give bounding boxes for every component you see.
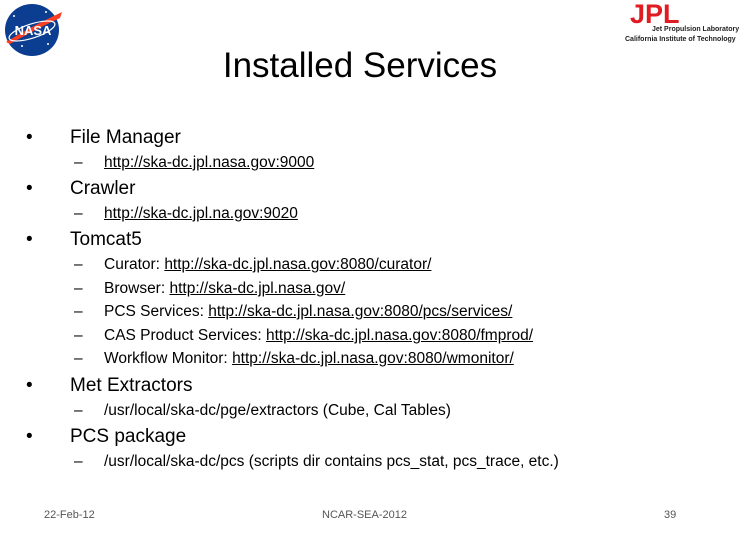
bullet-pcs-package [26, 426, 186, 448]
footer-event: NCAR-SEA-2012 [322, 509, 407, 521]
jpl-lab-name: Jet Propulsion Laboratory [652, 26, 739, 33]
sub-dash: – [74, 303, 83, 320]
bullet-dot: • [26, 127, 33, 148]
pcs-services-link[interactable]: http://ska-dc.jpl.nasa.gov:8080/pcs/services/ [208, 303, 513, 320]
file-manager-link[interactable]: http://ska-dc.jpl.nasa.gov:9000 [104, 154, 315, 171]
bullet-label: File Manager [70, 127, 181, 148]
bullet-dot: • [26, 426, 33, 447]
jpl-logo-text: JPL [630, 0, 680, 29]
sub-prefix: Browser: [104, 280, 170, 297]
browser-link[interactable]: http://ska-dc.jpl.nasa.gov/ [169, 280, 346, 297]
bullet-label: Met Extractors [70, 375, 193, 396]
bullet-met-extractors [26, 375, 192, 397]
crawler-link[interactable]: http://ska-dc.jpl.na.gov:9020 [104, 205, 298, 222]
sub-prefix: PCS Services: [104, 303, 209, 320]
footer-date: 22-Feb-12 [44, 509, 95, 521]
bullet-dot: • [26, 375, 33, 396]
bullet-tomcat5 [26, 229, 142, 251]
sub-dash: – [74, 453, 83, 470]
cas-product-services-link[interactable]: http://ska-dc.jpl.nasa.gov:8080/fmprod/ [265, 327, 534, 344]
sub-item [74, 453, 559, 471]
bullet-file-manager [26, 127, 181, 149]
sub-prefix: Workflow Monitor: [104, 350, 233, 367]
sub-item [74, 154, 314, 172]
sub-dash: – [74, 256, 83, 273]
sub-item [74, 280, 345, 298]
sub-dash: – [74, 205, 83, 222]
slide-title: Installed Services [222, 46, 498, 85]
nasa-logo-text: NASA [14, 23, 52, 38]
sub-item [74, 402, 451, 420]
bullet-label: PCS package [70, 426, 187, 447]
sub-item [74, 350, 514, 368]
bullet-dot: • [26, 178, 33, 199]
bullet-label: Tomcat5 [70, 229, 142, 250]
bullet-dot: • [26, 229, 33, 250]
sub-dash: – [74, 327, 83, 344]
sub-prefix: Curator: [104, 256, 165, 273]
sub-item [74, 256, 431, 274]
sub-dash: – [74, 402, 83, 419]
bullet-crawler [26, 178, 135, 200]
sub-dash: – [74, 350, 83, 367]
workflow-monitor-link[interactable]: http://ska-dc.jpl.nasa.gov:8080/wmonitor/ [232, 350, 514, 367]
sub-item [74, 327, 533, 345]
curator-link[interactable]: http://ska-dc.jpl.nasa.gov:8080/curator/ [164, 256, 432, 273]
sub-item [74, 205, 298, 223]
jpl-logo [620, 0, 739, 46]
sub-prefix: CAS Product Services: [104, 327, 266, 344]
sub-item [74, 303, 512, 321]
sub-dash: – [74, 154, 83, 171]
sub-dash: – [74, 280, 83, 297]
bullet-label: Crawler [70, 178, 136, 199]
footer-page-number: 39 [664, 509, 677, 521]
jpl-institute-name: California Institute of Technology [625, 36, 736, 43]
sub-text: /usr/local/ska-dc/pge/extractors (Cube, Cal Tables) [104, 402, 451, 419]
sub-text: /usr/local/ska-dc/pcs (scripts dir contains pcs_stat, pcs_trace, etc.) [104, 453, 559, 470]
